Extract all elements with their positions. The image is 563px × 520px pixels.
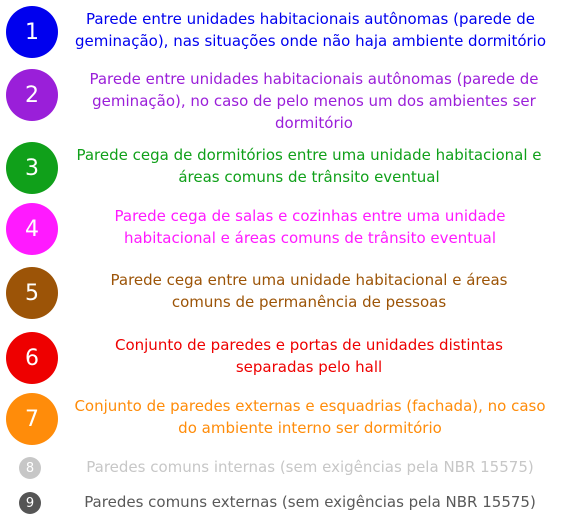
legend-item-1 [0,0,563,60]
number-badge-6: 6 [6,332,58,384]
legend-text-1: Parede entre unidades habitacionais autônomas (parede de geminação), nas situações onde não haja ambiente dormitório [74,10,547,50]
legend-item-6 [0,330,563,386]
legend-item-8 [0,455,563,481]
legend-text-3: Parede cega de dormitórios entre uma unidade habitacional e áreas comuns de trânsito eventual [76,146,542,186]
number-badge-9: 9 [19,492,41,514]
legend-item-4 [0,201,563,257]
legend-text-7: Conjunto de paredes externas e esquadrias (fachada), no caso do ambiente interno ser dormitório [74,397,546,437]
legend-item-3 [0,140,563,196]
number-badge-5: 5 [6,267,58,319]
number-badge-2: 2 [6,69,58,121]
legend-item-2 [0,66,563,136]
legend-text-4: Parede cega de salas e cozinhas entre uma unidade habitacional e áreas comuns de trânsito eventual [114,207,506,247]
legend-text-8: Paredes comuns internas (sem exigências pela NBR 15575) [86,458,534,476]
legend-item-7 [0,391,563,447]
legend-text-5: Parede cega entre uma unidade habitacional e áreas comuns de permanência de pessoas [110,271,508,311]
number-badge-1: 1 [6,6,58,58]
number-badge-7: 7 [6,393,58,445]
number-badge-8: 8 [19,457,41,479]
legend-item-5 [0,265,563,321]
number-badge-3: 3 [6,142,58,194]
legend-item-9 [0,490,563,516]
legend-text-6: Conjunto de paredes e portas de unidades distintas separadas pelo hall [114,336,503,376]
legend-text-2: Parede entre unidades habitacionais autônomas (parede de geminação), no caso de pelo menos um dos ambientes ser dormitório [89,70,539,132]
number-badge-4: 4 [6,203,58,255]
legend-text-9: Paredes comuns externas (sem exigências pela NBR 15575) [84,493,536,511]
